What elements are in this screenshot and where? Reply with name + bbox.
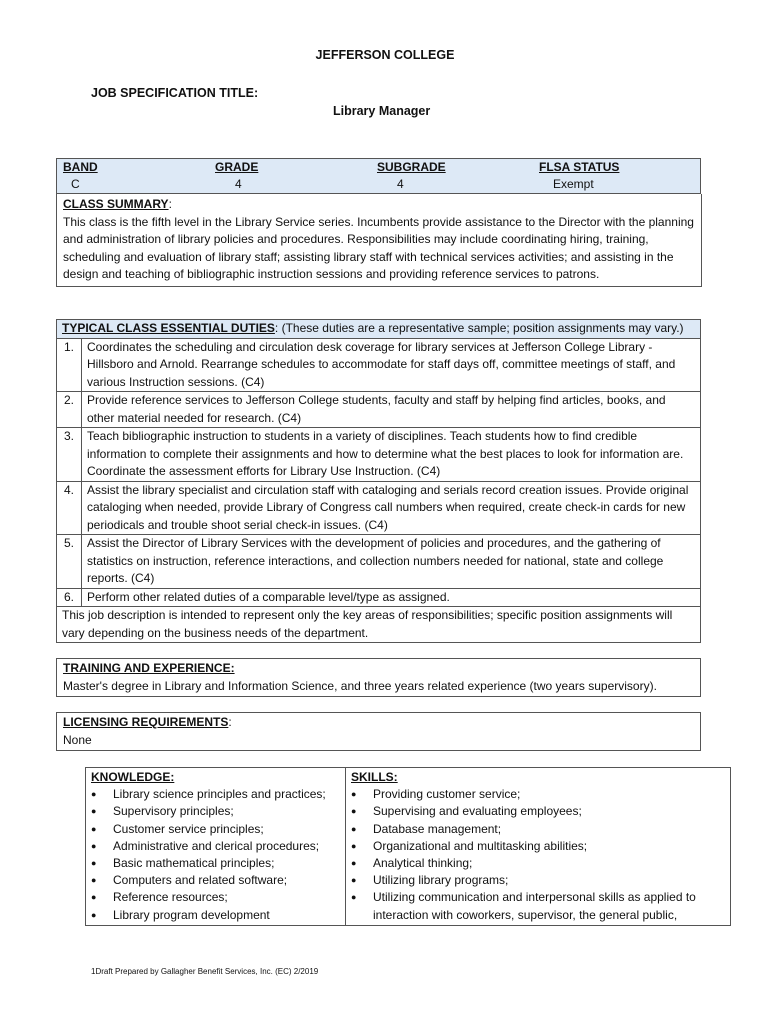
licensing-suffix: :: [228, 715, 232, 729]
list-item: ● Analytical thinking;: [351, 855, 725, 872]
duty-number: 5.: [57, 535, 82, 589]
knowledge-list: [91, 786, 340, 924]
class-summary-label: CLASS SUMMARY: [63, 197, 169, 211]
duty-number: 6.: [57, 588, 82, 607]
list-item: ● Reference resources;: [91, 889, 340, 906]
duty-text: Coordinates the scheduling and circulation desk coverage for library services at Jefferson College Library - Hillsboro and Arnold. Rearrange schedules to accommodate for staff days off, committee meetings of staff, and various Instruction sessions. (C4): [82, 338, 701, 392]
classification-table: [56, 158, 701, 194]
duties-table: [56, 319, 701, 643]
list-item: ● Administrative and clerical procedures;: [91, 838, 340, 855]
grade-value: 4: [209, 176, 371, 194]
duty-number: 3.: [57, 428, 82, 482]
list-item: ● Utilizing library programs;: [351, 872, 725, 889]
licensing-label: LICENSING REQUIREMENTS: [63, 715, 229, 729]
duty-row: [57, 535, 701, 589]
duty-number: 1.: [57, 338, 82, 392]
training-section: [56, 658, 701, 697]
subgrade-value: 4: [371, 176, 533, 194]
band-value: C: [57, 176, 210, 194]
skills-column: [346, 768, 731, 926]
duties-label: TYPICAL CLASS ESSENTIAL DUTIES: [62, 321, 275, 335]
skills-list: [351, 786, 725, 924]
list-item: ● Customer service principles;: [91, 821, 340, 838]
college-name: JEFFERSON COLLEGE: [315, 48, 455, 62]
duty-row: [57, 428, 701, 482]
footer-note: 1Draft Prepared by Gallagher Benefit Services, Inc. (EC) 2/2019: [91, 967, 319, 976]
training-label: TRAINING AND EXPERIENCE:: [63, 661, 235, 675]
list-item: ● Supervisory principles;: [91, 803, 340, 820]
band-header: BAND: [63, 160, 98, 174]
duty-row: [57, 481, 701, 535]
flsa-status-header: FLSA STATUS: [539, 160, 620, 174]
duty-text: Perform other related duties of a comparable level/type as assigned.: [82, 588, 701, 607]
list-item: ● Organizational and multitasking abilities;: [351, 838, 725, 855]
licensing-section: [56, 712, 701, 751]
job-spec-title-label: JOB SPECIFICATION TITLE:: [91, 86, 259, 100]
skills-label: SKILLS:: [351, 770, 398, 784]
knowledge-column: [86, 768, 346, 926]
class-summary-text: This class is the fifth level in the Library Service series. Incumbents provide assistance to the Director with the planning and administration of library policies and procedures. Responsibilities may include coordinating hiring, training, scheduling and evaluation of library staff; assisting library staff with technical services activities; and assisting in the design and teaching of bibliographic instruction sessions and providing reference services to patrons.: [63, 214, 694, 281]
list-item: ● Supervising and evaluating employees;: [351, 803, 725, 820]
list-item: ● Library science principles and practices;: [91, 786, 340, 803]
class-summary: CLASS SUMMARY: This class is the fifth level in the Library Service series. Incumbents provide assistance to the Director with the planning and administration of library policies and procedures. Responsibilities may include coordinating hiring, training, scheduling and evaluation of library staff; assisting library staff with technical services activities; and assisting in the design and teaching of bibliographic instruction sessions and providing reference services to patrons.: [56, 194, 702, 287]
licensing-text: None: [63, 732, 92, 747]
knowledge-skills-table: [85, 767, 731, 926]
duty-number: 2.: [57, 392, 82, 428]
list-item: ● Database management;: [351, 821, 725, 838]
list-item: ● Basic mathematical principles;: [91, 855, 340, 872]
list-item: ● Providing customer service;: [351, 786, 725, 803]
subgrade-header: SUBGRADE: [377, 160, 446, 174]
flsa-status-value: Exempt: [533, 176, 701, 194]
knowledge-label: KNOWLEDGE:: [91, 770, 175, 784]
list-item: ● Utilizing communication and interpersonal skills as applied to interaction with coworkers, supervisor, the general public,: [351, 889, 725, 923]
duty-row: [57, 338, 701, 392]
list-item: ● Computers and related software;: [91, 872, 340, 889]
duty-text: Teach bibliographic instruction to students in a variety of disciplines. Teach students how to find credible information to complete their assignments and how to determine what the best places to look for information are. Coordinate the assessment efforts for Library Use Instruction. (C4): [82, 428, 701, 482]
training-text: Master's degree in Library and Information Science, and three years related experience (two years supervisory).: [63, 678, 657, 693]
duties-footnote: This job description is intended to represent only the key areas of responsibilities; specific position assignments will vary depending on the business needs of the department.: [57, 607, 701, 643]
duty-text: Assist the Director of Library Services with the development of policies and procedures, and the gathering of statistics on instruction, reference interactions, and collection numbers needed for national, state and college reports. (C4): [82, 535, 701, 589]
list-item: ● Library program development: [91, 907, 340, 924]
duty-text: Assist the library specialist and circulation staff with cataloging and serials record creation issues. Provide original cataloging when needed, provide Library of Congress call numbers when required, create check-in cards for new periodicals and trouble shoot serial check-in issues. (C4): [82, 481, 701, 535]
job-spec-title-value: Library Manager: [333, 104, 431, 118]
duty-number: 4.: [57, 481, 82, 535]
duty-text: Provide reference services to Jefferson College students, faculty and staff by helping find articles, books, and other material needed for research. (C4): [82, 392, 701, 428]
duty-row: [57, 392, 701, 428]
duty-row: [57, 588, 701, 607]
grade-header: GRADE: [215, 160, 259, 174]
duties-note: : (These duties are a representative sample; position assignments may vary.): [274, 321, 684, 335]
